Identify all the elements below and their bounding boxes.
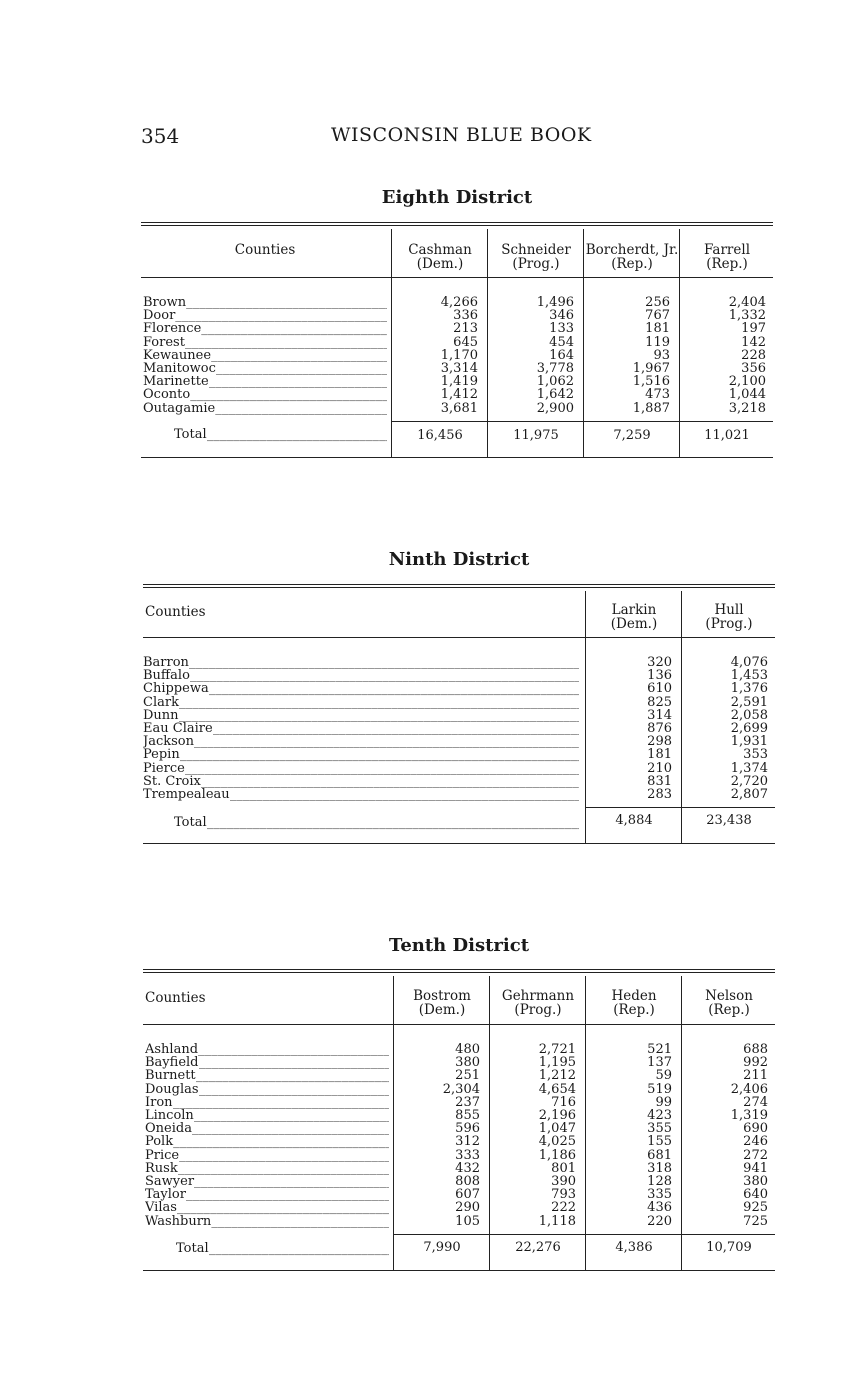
county-row <box>145 1188 389 1201</box>
ninth-district-table <box>143 584 775 846</box>
county-row <box>143 709 579 722</box>
vote-cell: 941 <box>743 1160 768 1176</box>
total-row <box>174 816 579 830</box>
vote-column <box>587 656 672 801</box>
county-row <box>143 388 387 401</box>
counties-header: Counties <box>234 242 296 258</box>
county-name: Vilas <box>145 1201 177 1215</box>
vote-cell: 793 <box>551 1187 576 1203</box>
candidate-party: (Prog.) <box>514 1002 562 1018</box>
vote-cell: 1,332 <box>728 308 766 324</box>
candidate-party: (Rep.) <box>708 1002 750 1018</box>
candidate-party: (Rep.) <box>706 256 748 272</box>
column-divider <box>489 976 490 1270</box>
county-name: Buffalo <box>143 669 190 683</box>
vote-cell: 1,186 <box>538 1147 576 1163</box>
county-row <box>145 1122 389 1135</box>
county-row <box>143 362 387 375</box>
vote-cell: 3,314 <box>440 361 478 377</box>
candidate-header <box>683 989 775 1017</box>
county-name: Taylor <box>145 1188 186 1202</box>
candidate-name: Nelson <box>705 988 753 1004</box>
vote-cell: 211 <box>743 1068 768 1084</box>
vote-cell: 210 <box>647 760 672 776</box>
vote-cell: 1,170 <box>440 347 478 363</box>
vote-cell: 645 <box>453 334 478 350</box>
table-bottom-rule <box>143 1270 775 1271</box>
vote-cell: 119 <box>645 334 670 350</box>
vote-column <box>585 296 670 415</box>
vote-cell: 725 <box>743 1213 768 1229</box>
vote-column <box>395 1043 480 1228</box>
vote-cell: 353 <box>743 747 768 763</box>
county-name: Douglas <box>145 1082 199 1096</box>
vote-cell: 3,218 <box>728 400 766 416</box>
vote-cell: 197 <box>741 321 766 337</box>
county-name: Burnett <box>145 1069 196 1083</box>
vote-cell: 336 <box>453 308 478 324</box>
candidate-party: (Dem.) <box>610 616 658 632</box>
vote-column <box>489 296 574 415</box>
vote-cell: 1,118 <box>538 1213 576 1229</box>
county-row <box>145 1056 389 1069</box>
county-name: Rusk <box>145 1161 178 1176</box>
county-name: Price <box>145 1148 180 1162</box>
vote-cell: 2,721 <box>538 1042 576 1057</box>
vote-cell: 283 <box>647 787 672 803</box>
vote-cell: 155 <box>647 1134 672 1150</box>
candidate-name: Larkin <box>611 602 657 618</box>
vote-cell: 1,047 <box>538 1121 576 1137</box>
vote-cell: 2,807 <box>730 787 768 803</box>
vote-cell: 181 <box>647 747 672 763</box>
vote-column <box>491 1043 576 1228</box>
county-name: Dunn <box>143 708 179 723</box>
vote-cell: 607 <box>455 1187 480 1203</box>
county-row <box>143 762 579 775</box>
column-divider <box>585 591 586 843</box>
tenth-district-title: Tenth District <box>388 935 530 956</box>
vote-cell: 298 <box>647 734 672 750</box>
vote-cell: 2,720 <box>730 773 768 789</box>
county-row <box>143 402 387 415</box>
vote-cell: 596 <box>455 1121 480 1137</box>
vote-column <box>683 1043 768 1228</box>
vote-cell: 4,266 <box>440 295 478 310</box>
vote-cell: 355 <box>647 1121 672 1137</box>
page-number: 354 <box>141 124 180 148</box>
vote-cell: 181 <box>645 321 670 337</box>
vote-cell: 1,062 <box>536 374 574 390</box>
county-name: Oconto <box>143 388 191 402</box>
vote-cell: 59 <box>655 1068 672 1084</box>
candidate-party: (Dem.) <box>418 1002 466 1018</box>
table-top-rule <box>143 584 775 588</box>
candidate-header <box>587 603 681 631</box>
total-label: Total <box>176 1242 209 1256</box>
county-name: Barron <box>143 656 189 670</box>
vote-cell: 213 <box>453 321 478 337</box>
vote-cell: 1,419 <box>440 374 478 390</box>
vote-cell: 380 <box>455 1055 480 1071</box>
vote-cell: 831 <box>647 773 672 789</box>
vote-cell: 801 <box>551 1160 576 1176</box>
county-name: Brown <box>143 296 187 310</box>
candidate-name: Hull <box>714 602 744 618</box>
county-row <box>143 296 387 309</box>
total-value: 7,990 <box>423 1240 461 1255</box>
vote-cell: 1,496 <box>536 295 574 310</box>
vote-cell: 222 <box>551 1200 576 1216</box>
counties-header: Counties <box>145 604 206 620</box>
county-name: Manitowoc <box>143 362 216 376</box>
county-row <box>143 696 579 709</box>
total-value: 16,456 <box>417 428 463 443</box>
vote-cell: 312 <box>455 1134 480 1150</box>
vote-cell: 1,374 <box>730 760 768 776</box>
vote-cell: 164 <box>549 347 574 363</box>
total-row <box>174 428 387 442</box>
county-row <box>145 1096 389 1109</box>
vote-column <box>587 1043 672 1228</box>
total-value: 11,975 <box>513 428 559 443</box>
vote-cell: 690 <box>743 1121 768 1137</box>
vote-cell: 432 <box>455 1160 480 1176</box>
county-name: Forest <box>143 335 185 349</box>
county-row <box>145 1109 389 1122</box>
vote-cell: 2,100 <box>728 374 766 390</box>
column-divider <box>681 976 682 1270</box>
vote-cell: 876 <box>647 721 672 737</box>
tenth-district-table <box>143 969 775 1273</box>
vote-cell: 1,044 <box>728 387 766 403</box>
vote-cell: 2,404 <box>728 295 766 310</box>
candidate-party: (Dem.) <box>416 256 464 272</box>
vote-cell: 228 <box>741 347 766 363</box>
candidate-header <box>587 989 681 1017</box>
county-row <box>143 722 579 735</box>
vote-cell: 519 <box>647 1081 672 1097</box>
vote-cell: 992 <box>743 1055 768 1071</box>
total-value: 4,884 <box>615 813 653 828</box>
vote-cell: 808 <box>455 1174 480 1190</box>
vote-cell: 1,967 <box>632 361 670 377</box>
total-value: 4,386 <box>615 1240 653 1255</box>
book-title: WISCONSIN BLUE BOOK <box>331 124 592 146</box>
vote-cell: 610 <box>647 681 672 697</box>
vote-cell: 346 <box>549 308 574 324</box>
total-label: Total <box>174 816 207 830</box>
vote-cell: 318 <box>647 1160 672 1176</box>
candidate-header <box>395 989 489 1017</box>
vote-column <box>681 296 766 415</box>
county-row <box>143 788 579 801</box>
vote-cell: 2,406 <box>730 1081 768 1097</box>
eighth-district-table <box>141 222 773 460</box>
vote-cell: 716 <box>551 1094 576 1110</box>
candidate-name: Borcherdt, Jr. <box>585 242 679 258</box>
vote-cell: 3,778 <box>536 361 574 377</box>
total-value: 10,709 <box>706 1240 752 1255</box>
table-top-rule <box>143 969 775 973</box>
vote-cell: 256 <box>645 295 670 310</box>
county-name: Iron <box>145 1095 173 1110</box>
county-row <box>145 1149 389 1162</box>
county-name: Washburn <box>145 1214 212 1228</box>
county-row <box>145 1135 389 1148</box>
vote-cell: 246 <box>743 1134 768 1150</box>
county-row <box>143 748 579 761</box>
county-row <box>143 322 387 335</box>
table-top-rule <box>141 222 773 226</box>
county-row <box>143 735 579 748</box>
vote-cell: 1,195 <box>538 1055 576 1071</box>
ninth-district-title: Ninth District <box>388 549 530 570</box>
column-divider <box>681 591 682 843</box>
vote-cell: 99 <box>655 1094 672 1110</box>
county-row <box>143 375 387 388</box>
county-row <box>145 1069 389 1082</box>
vote-cell: 925 <box>743 1200 768 1216</box>
county-name: Eau Claire <box>143 722 213 736</box>
vote-cell: 314 <box>647 707 672 723</box>
total-value: 23,438 <box>706 813 752 828</box>
candidate-header <box>491 989 585 1017</box>
total-value: 22,276 <box>515 1240 561 1255</box>
column-divider <box>393 976 394 1270</box>
county-name: Clark <box>143 695 179 709</box>
county-row <box>143 775 579 788</box>
column-divider <box>585 976 586 1270</box>
candidate-party: (Prog.) <box>512 256 560 272</box>
vote-cell: 4,654 <box>538 1081 576 1097</box>
vote-cell: 380 <box>743 1174 768 1190</box>
county-row <box>145 1201 389 1214</box>
county-row <box>143 669 579 682</box>
county-name: St. Croix <box>143 774 201 789</box>
counties-header: Counties <box>145 990 206 1006</box>
total-value: 11,021 <box>704 428 750 443</box>
table-bottom-rule <box>141 457 773 458</box>
vote-cell: 1,887 <box>632 400 670 416</box>
vote-cell: 681 <box>647 1147 672 1163</box>
vote-cell: 128 <box>647 1174 672 1190</box>
county-list <box>143 296 387 415</box>
candidate-name: Schneider <box>501 242 571 258</box>
vote-cell: 521 <box>647 1042 672 1057</box>
vote-cell: 1,319 <box>730 1108 768 1124</box>
county-name: Trempealeau <box>143 788 230 802</box>
total-label: Total <box>174 428 207 442</box>
county-name: Ashland <box>145 1043 199 1057</box>
column-divider <box>391 229 392 457</box>
total-row <box>176 1242 389 1256</box>
candidate-party: (Prog.) <box>705 616 753 632</box>
vote-cell: 767 <box>645 308 670 324</box>
county-list <box>143 656 579 801</box>
vote-cell: 473 <box>645 387 670 403</box>
candidate-name: Gehrmann <box>501 988 575 1004</box>
vote-column <box>683 656 768 801</box>
county-row <box>143 309 387 322</box>
vote-cell: 3,681 <box>440 400 478 416</box>
vote-column <box>393 296 478 415</box>
county-name: Lincoln <box>145 1109 194 1123</box>
county-row <box>145 1083 389 1096</box>
vote-cell: 390 <box>551 1174 576 1190</box>
candidate-name: Heden <box>611 988 657 1004</box>
candidate-header <box>681 243 773 271</box>
vote-cell: 688 <box>743 1042 768 1057</box>
candidate-header <box>393 243 487 271</box>
candidate-party: (Rep.) <box>611 256 653 272</box>
vote-cell: 142 <box>741 334 766 350</box>
vote-cell: 136 <box>647 668 672 684</box>
vote-cell: 93 <box>653 347 670 363</box>
county-name: Kewaunee <box>143 348 212 363</box>
vote-cell: 220 <box>647 1213 672 1229</box>
candidate-header <box>489 243 583 271</box>
county-name: Pepin <box>143 748 180 762</box>
vote-cell: 1,412 <box>440 387 478 403</box>
vote-cell: 423 <box>647 1108 672 1124</box>
county-row <box>145 1175 389 1188</box>
table-bottom-rule <box>143 843 775 844</box>
vote-cell: 2,591 <box>730 694 768 710</box>
column-divider <box>487 229 488 457</box>
vote-cell: 272 <box>743 1147 768 1163</box>
vote-cell: 2,196 <box>538 1108 576 1124</box>
county-name: Chippewa <box>143 682 209 696</box>
vote-cell: 436 <box>647 1200 672 1216</box>
county-row <box>143 349 387 362</box>
vote-cell: 2,900 <box>536 400 574 416</box>
candidate-name: Farrell <box>703 242 751 258</box>
county-name: Oneida <box>145 1122 192 1136</box>
candidate-party: (Rep.) <box>613 1002 655 1018</box>
vote-cell: 1,212 <box>538 1068 576 1084</box>
county-row <box>143 336 387 349</box>
page-header <box>141 124 781 150</box>
candidate-header <box>683 603 775 631</box>
county-row <box>143 656 579 669</box>
county-name: Outagamie <box>143 401 216 415</box>
county-name: Pierce <box>143 761 185 775</box>
vote-cell: 480 <box>455 1042 480 1057</box>
county-name: Bayfield <box>145 1056 199 1070</box>
total-value: 7,259 <box>613 428 651 443</box>
vote-cell: 4,025 <box>538 1134 576 1150</box>
vote-cell: 1,516 <box>632 374 670 390</box>
vote-cell: 274 <box>743 1094 768 1110</box>
vote-cell: 1,931 <box>730 734 768 750</box>
vote-cell: 335 <box>647 1187 672 1203</box>
county-name: Jackson <box>143 735 194 749</box>
county-row <box>143 682 579 695</box>
county-row <box>145 1043 389 1056</box>
vote-cell: 251 <box>455 1068 480 1084</box>
county-name: Sawyer <box>145 1175 195 1189</box>
vote-cell: 237 <box>455 1094 480 1110</box>
candidate-header <box>584 243 680 271</box>
county-list <box>145 1043 389 1228</box>
vote-cell: 333 <box>455 1147 480 1163</box>
vote-cell: 4,076 <box>730 655 768 670</box>
vote-cell: 137 <box>647 1055 672 1071</box>
county-name: Door <box>143 309 176 323</box>
vote-cell: 825 <box>647 694 672 710</box>
county-name: Florence <box>143 322 202 336</box>
vote-cell: 1,642 <box>536 387 574 403</box>
vote-cell: 1,376 <box>730 681 768 697</box>
vote-cell: 454 <box>549 334 574 350</box>
vote-cell: 1,453 <box>730 668 768 684</box>
vote-cell: 2,058 <box>730 707 768 723</box>
county-row <box>145 1215 389 1228</box>
eighth-district-title: Eighth District <box>381 187 533 208</box>
vote-cell: 320 <box>647 655 672 670</box>
vote-cell: 356 <box>741 361 766 377</box>
vote-cell: 640 <box>743 1187 768 1203</box>
candidate-name: Cashman <box>408 242 472 258</box>
vote-cell: 2,699 <box>730 721 768 737</box>
candidate-name: Bostrom <box>413 988 471 1004</box>
vote-cell: 855 <box>455 1108 480 1124</box>
vote-cell: 290 <box>455 1200 480 1216</box>
county-row <box>145 1162 389 1175</box>
vote-cell: 105 <box>455 1213 480 1229</box>
vote-cell: 2,304 <box>442 1081 480 1097</box>
vote-cell: 133 <box>549 321 574 337</box>
county-name: Marinette <box>143 375 209 389</box>
county-name: Polk <box>145 1135 174 1149</box>
